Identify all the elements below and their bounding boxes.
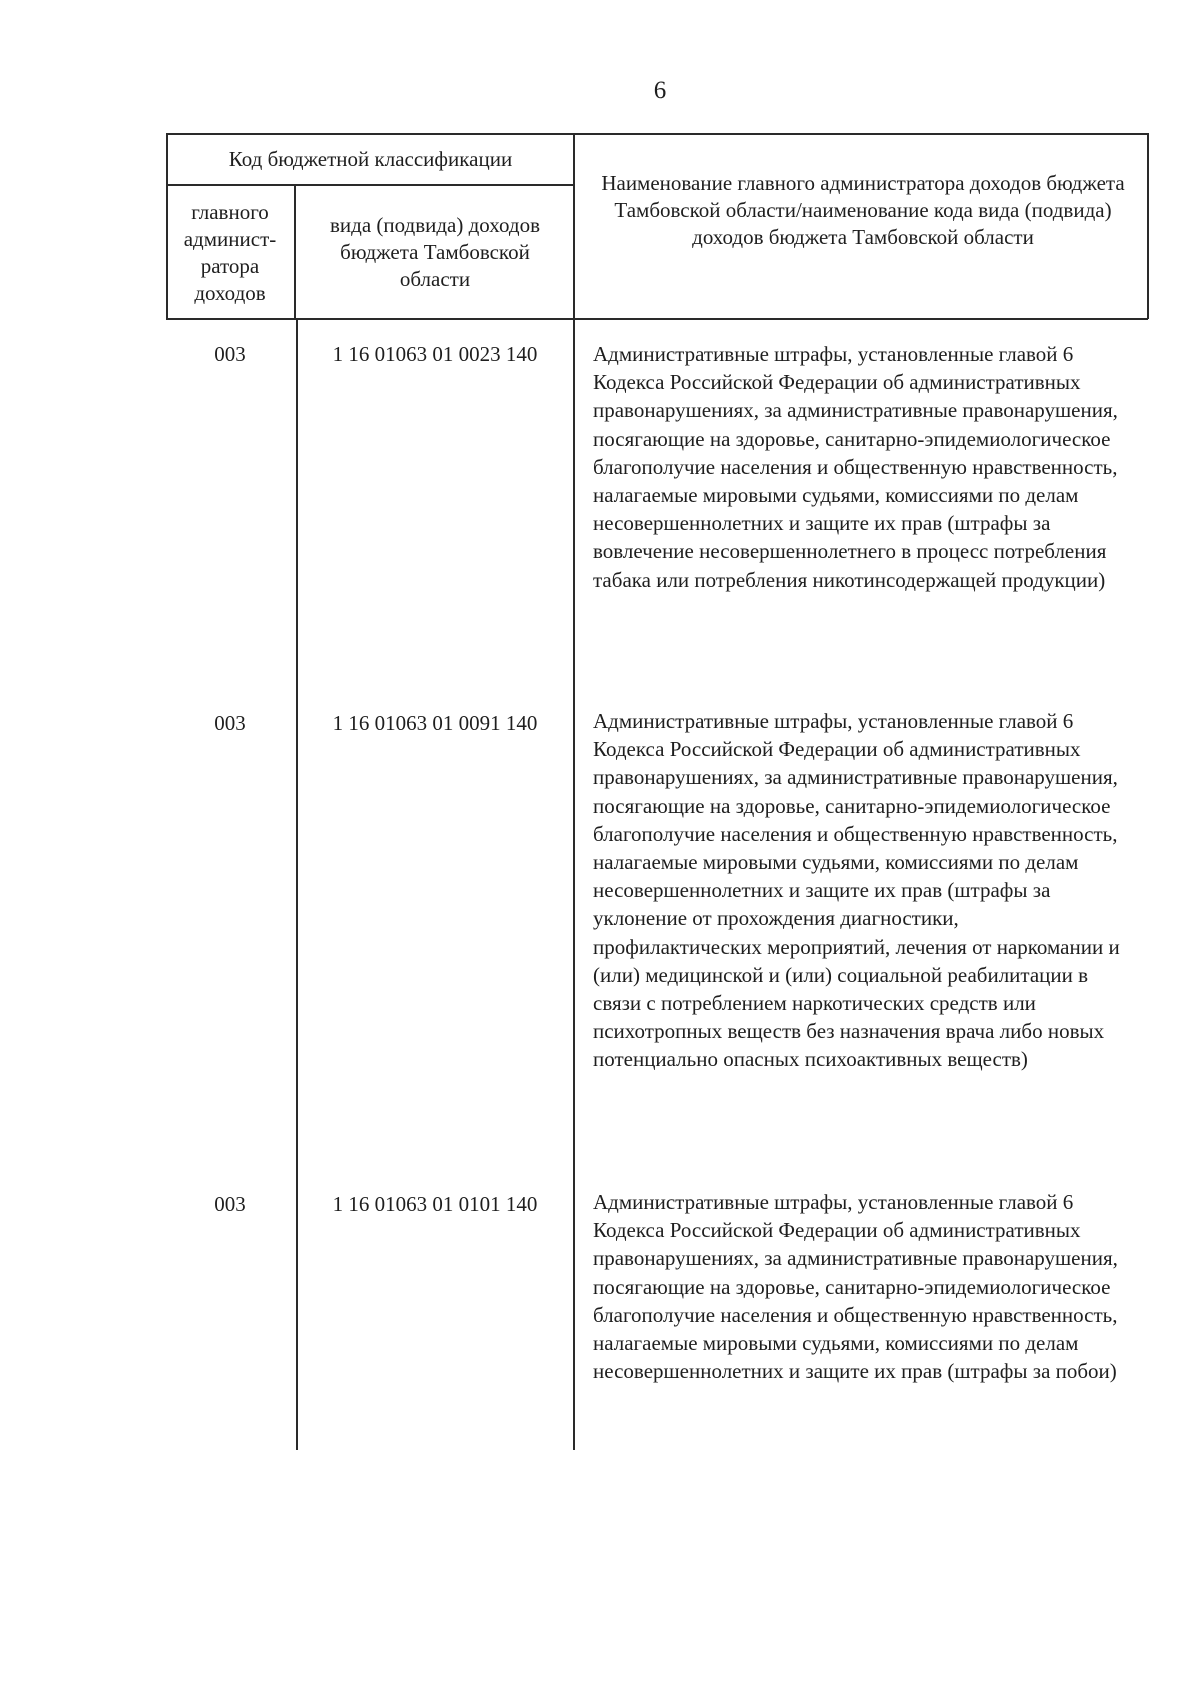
table-row-2-name: Административные штрафы, установленные главой 6 Кодекса Российской Федерации об административных правонарушениях, за административные правонарушения, посягающие на здоровье, санитарно-эпидемиологическое благополучие населения и общественную нравственность, налагаемые мировыми судьями, комиссиями по делам несовершеннолетних и защите их прав (штрафы за уклонение от прохождения диагностики, профилактических мероприятий, лечения от наркомании и (или) медицинской и (или) социальной реабилитации в связи с потреблением наркотических средств или психотропных веществ без назначения врача либо новых потенциально опасных психоактивных веществ) (593, 709, 1120, 1072)
header-group-label: Код бюджетной классификации (228, 147, 513, 171)
column-divider-1 (296, 318, 298, 1450)
column-divider-2 (573, 133, 575, 1450)
table-row-3-admin: 003 (214, 1192, 246, 1216)
header-code-column: вида (подвида) доходов бюджета Тамбовской области (330, 213, 540, 291)
table-row-3-name: Административные штрафы, установленные главой 6 Кодекса Российской Федерации об административных правонарушениях, за административные правонарушения, посягающие на здоровье, санитарно-эпидемиологическое благополучие населения и общественную нравственность, налагаемые мировыми судьями, комиссиями по делам несовершеннолетних и защите их прав (штрафы за побои) (593, 1190, 1118, 1384)
header-admin-column: главного админист-ратора доходов (183, 200, 277, 305)
header-group-divider (166, 184, 573, 186)
table-row-2-admin: 003 (214, 711, 246, 735)
header-bottom-border (166, 318, 1148, 320)
table-right-border (1147, 133, 1149, 319)
table-top-border (166, 133, 1148, 135)
table-row-1-name: Административные штрафы, установленные главой 6 Кодекса Российской Федерации об административных правонарушениях, за административные правонарушения, посягающие на здоровье, санитарно-эпидемиологическое благополучие населения и общественную нравственность, налагаемые мировыми судьями, комиссиями по делам несовершеннолетних и защите их прав (штрафы за вовлечение несовершеннолетнего в процесс потребления табака или потребления никотинсодержащей продукции) (593, 342, 1118, 592)
header-admin-code-divider (294, 184, 296, 319)
table-row-1-admin: 003 (214, 342, 246, 366)
page-number: 6 (653, 77, 667, 104)
table-row-3-code: 1 16 01063 01 0101 140 (332, 1192, 538, 1216)
table-row-1-code: 1 16 01063 01 0023 140 (332, 342, 538, 366)
table-row-2-code: 1 16 01063 01 0091 140 (332, 711, 538, 735)
header-name-column: Наименование главного администратора доходов бюджета Тамбовской области/наименование кода вида (подвида) доходов бюджета Тамбовской области (601, 171, 1125, 249)
